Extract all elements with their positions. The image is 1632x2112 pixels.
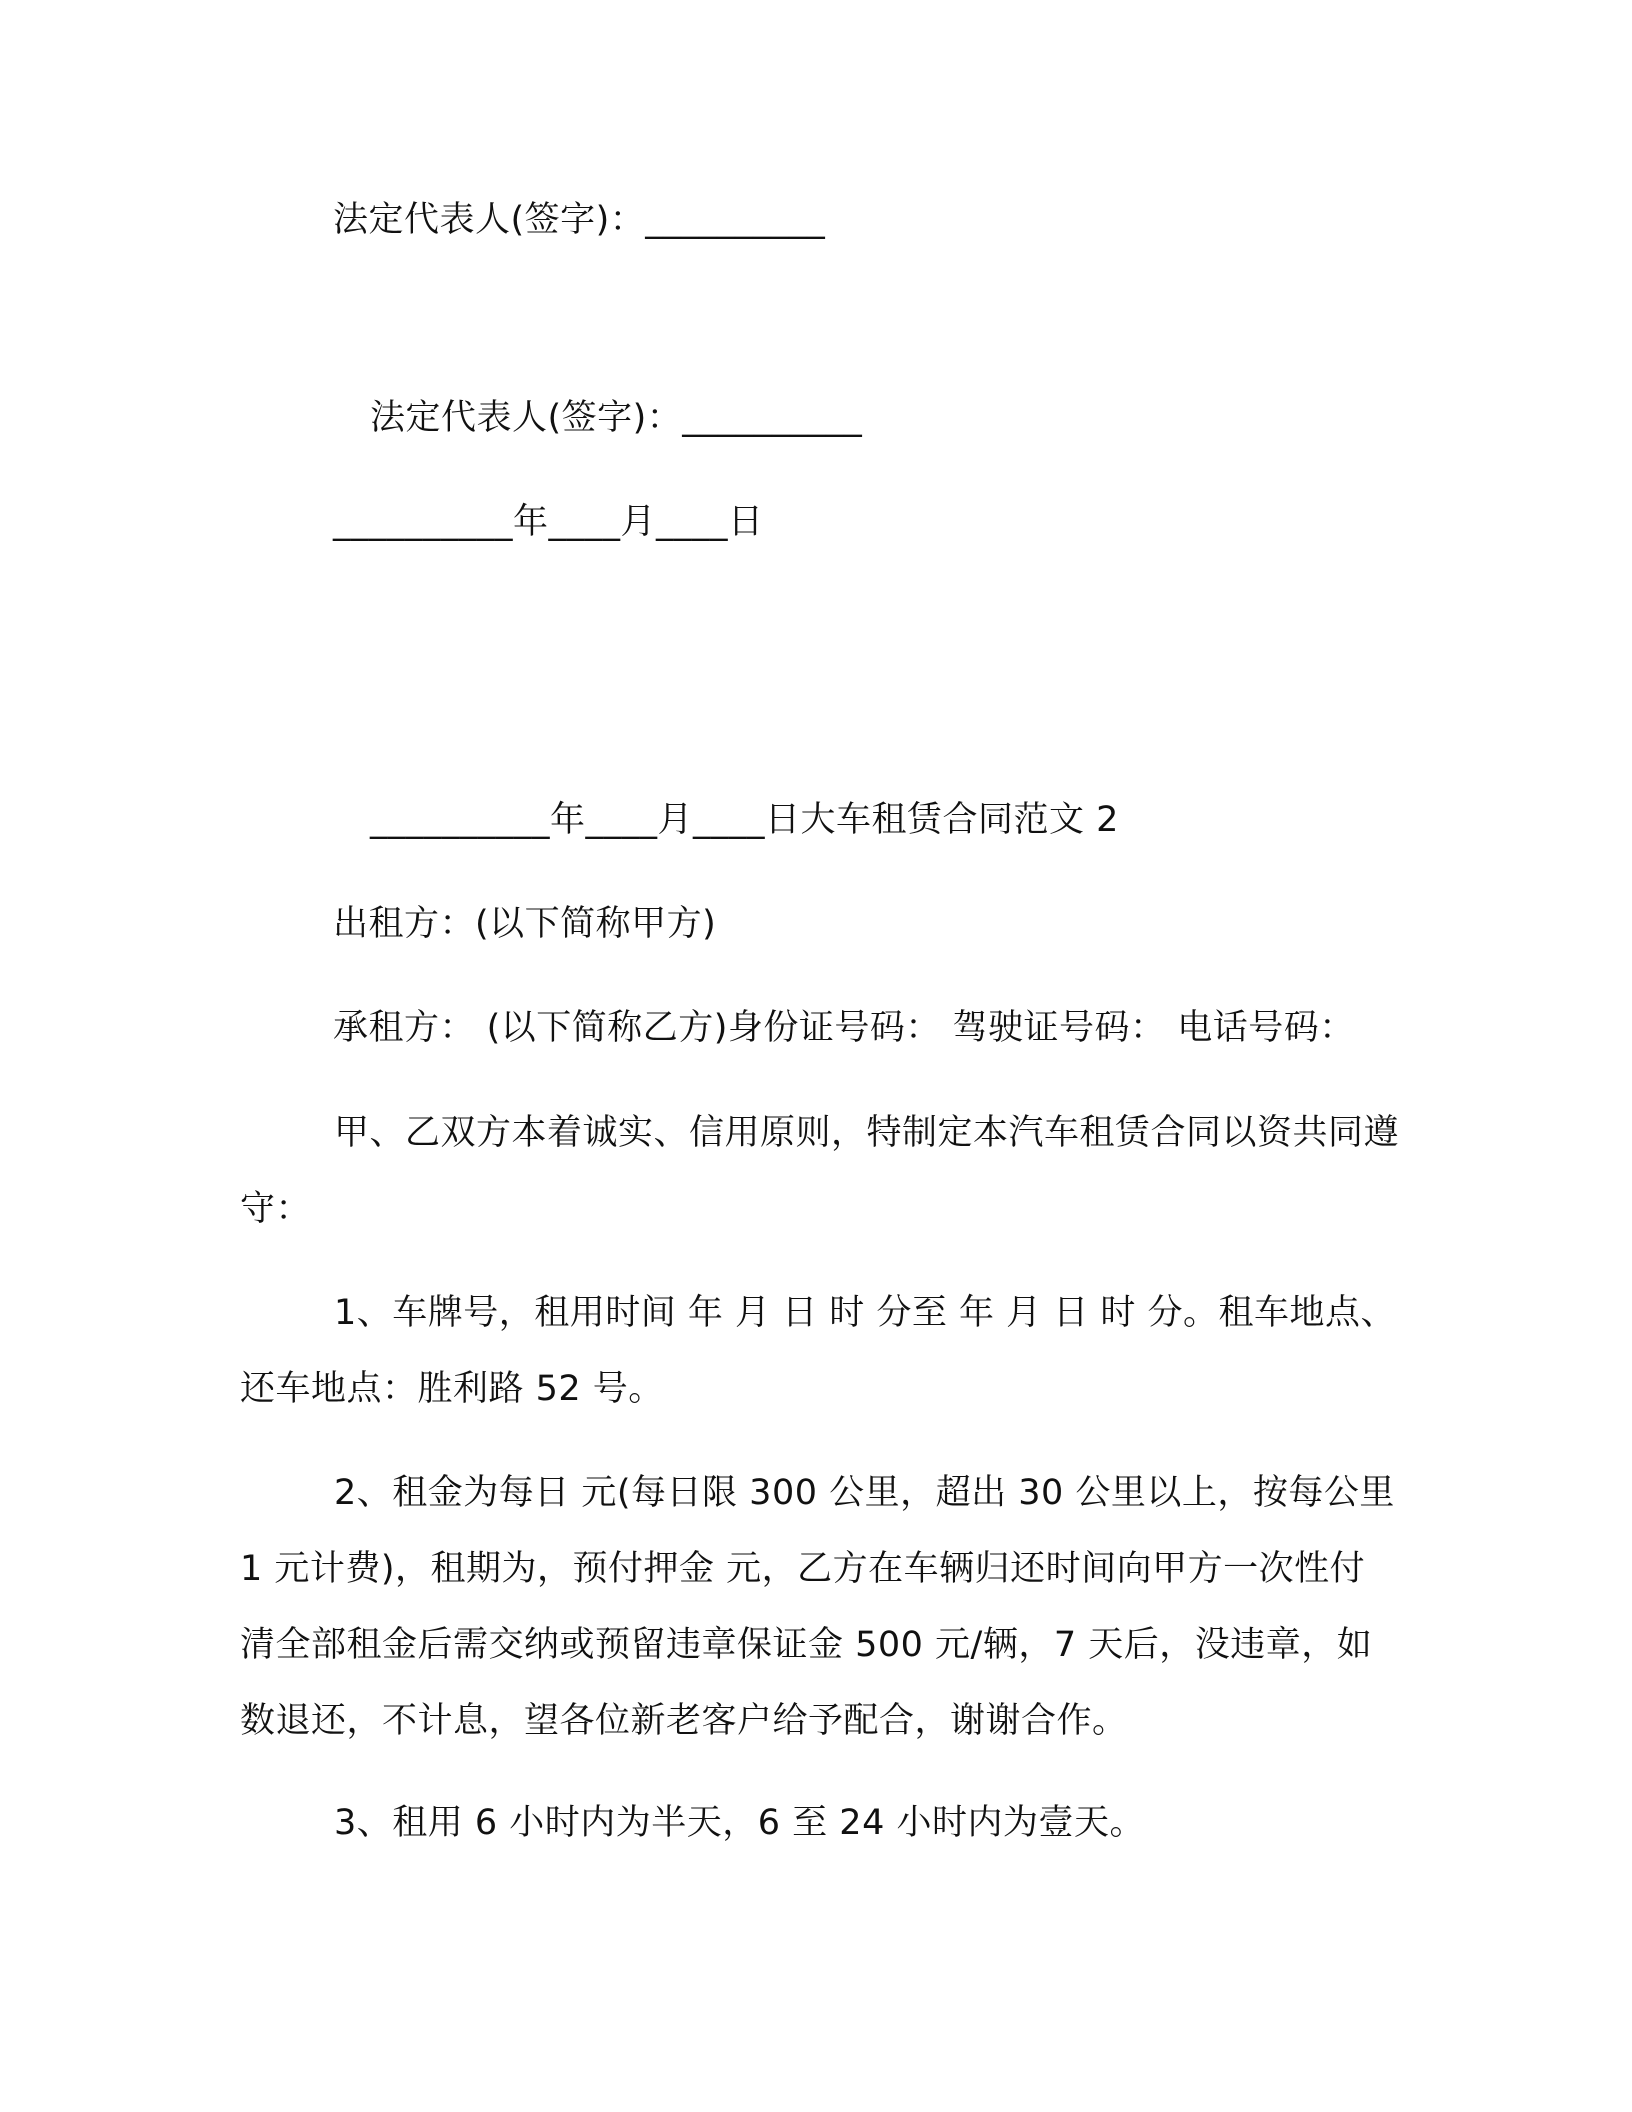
legal-representative-signature-line-1: 法定代表人(签字)：__________	[333, 200, 826, 240]
legal-representative-signature-line-2: 法定代表人(签字)：__________	[370, 398, 863, 438]
signature-date-line: __________年____月____日	[333, 502, 764, 542]
lessee-line: 承租方： (以下简称乙方)身份证号码： 驾驶证号码： 电话号码：	[333, 1008, 1355, 1048]
clause-2: 2、租金为每日 元(每日限 300 公里，超出 30 公里以上，按每公里 1 元计费)，租期为，预付押金 元，乙方在车辆归还时间向甲方一次性付清全部租金后需交纳或预留违章保证金 500 元/辆，7 天后，没违章，如数退还，不计息，望各位新老客户给予配合，谢谢合作。	[240, 1473, 1395, 1741]
clause-1: 1、车牌号，租用时间 年 月 日 时 分至 年 月 日 时 分。租车地点、还车地点：胜利路 52 号。	[240, 1293, 1397, 1409]
contract-preamble: 甲、乙双方本着诚实、信用原则，特制定本汽车租赁合同以资共同遵守：	[240, 1113, 1400, 1229]
lessor-line: 出租方：(以下简称甲方)	[333, 904, 717, 944]
contract-title: __________年____月____日大车租赁合同范文 2	[370, 800, 1119, 840]
clause-3: 3、租用 6 小时内为半天，6 至 24 小时内为壹天。	[334, 1803, 1145, 1843]
